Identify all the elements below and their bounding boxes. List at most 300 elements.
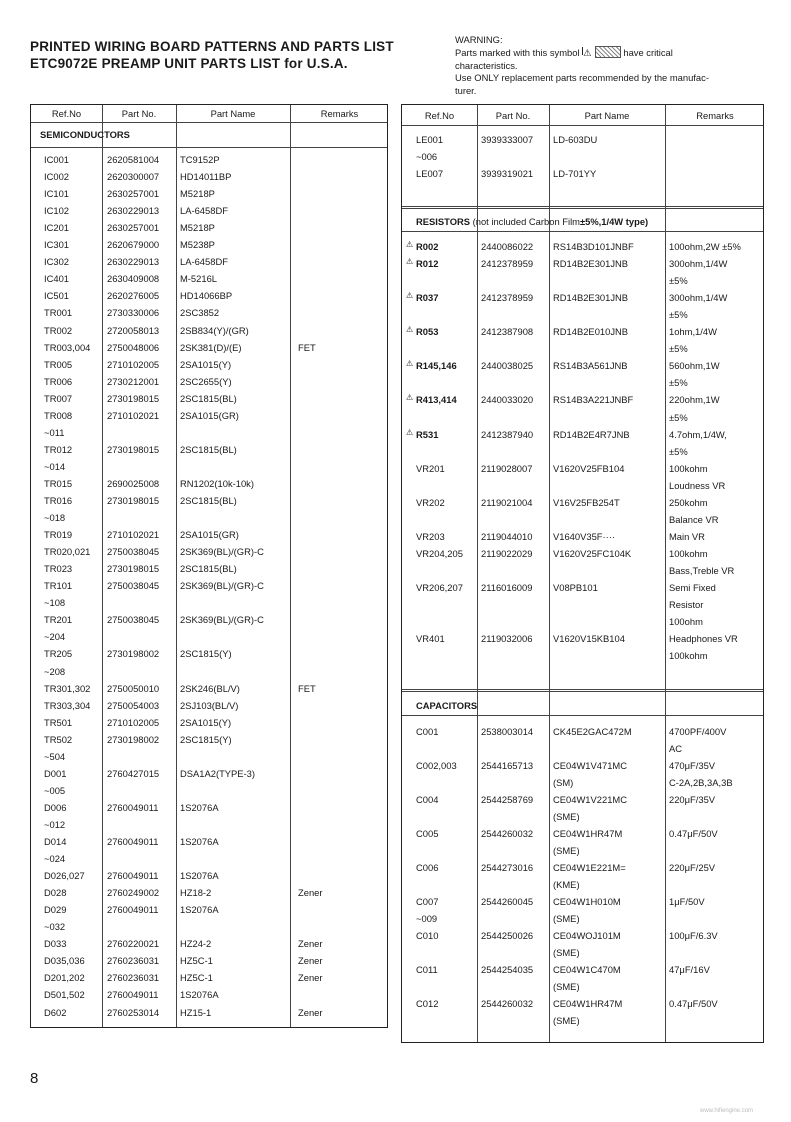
table-row [402,290,763,307]
cell-ref: ~504 [44,750,66,762]
cell-part-name: (SME) [553,811,580,822]
cell-ref: VR401 [416,633,445,645]
cell-part-name: TC9152P [180,154,220,165]
header-part-no: Part No. [121,108,157,119]
cell-part-name: (SME) [553,913,580,924]
table-row [402,324,763,341]
cell-remarks: 0.47μF/50V [669,828,718,839]
cell-remarks: 47μF/16V [669,964,710,975]
cell-ref: ~018 [44,512,66,524]
cell-part-name: RS14B3A221JNBF [553,394,634,406]
cell-ref: ~006 [416,151,438,162]
cell-part-no: 2760249002 [107,887,160,899]
cell-remarks: 100kohm [669,547,708,559]
cell-part-no: 2544260032 [481,828,534,839]
cell-remarks: 100ohm [669,616,703,628]
cell-remarks: 470μF/35V [669,760,716,771]
cell-part-no: 2760427015 [107,767,160,779]
warning-line-4: turer. [455,84,477,96]
cell-part-name: 2SC1815(BL) [180,392,237,404]
table-row [31,561,387,578]
table-row [31,749,387,766]
cell-part-name: RN1202(10k-10k) [180,477,254,489]
cell-ref: ~032 [44,921,66,933]
table-header [31,105,387,122]
cell-part-name: 2SK246(BL/V) [180,682,240,694]
cell-ref: R012 [416,258,439,270]
cell-part-no: 2760049011 [107,904,159,916]
table-row [402,758,763,775]
table-row [31,203,387,220]
cell-part-no: 2760236031 [107,972,160,984]
table-row [31,664,387,681]
cell-ref: TR001 [44,307,73,319]
cell-part-no: 2730330006 [107,307,160,319]
table-row [31,936,387,953]
warning-line-2: characteristics. [455,59,518,71]
cell-part-name: 2SA1015(GR) [180,529,239,541]
critical-part-icon: ⚠ [406,427,414,437]
header-remarks: Remarks [320,108,359,119]
parts-table-right [401,104,764,1043]
table-row [31,732,387,749]
cell-part-name: M5218P [180,188,215,200]
cell-ref: VR203 [416,530,445,542]
table-row [31,288,387,305]
cell-ref: C011 [416,964,438,975]
table-row [31,578,387,595]
header-remarks-right: Remarks [696,110,734,121]
cell-part-name: (SME) [553,981,580,992]
cell-part-no: 2760049011 [107,989,159,1001]
table-row [402,775,763,792]
cell-part-name: V1640V35F···· [553,530,616,542]
cell-ref: TR301,302 [44,682,91,694]
cell-ref: D602 [44,1006,67,1018]
cell-part-name: V1620V25FC104K [553,547,632,559]
section-capacitors: CAPACITORS [416,700,478,711]
cell-ref: C004 [416,794,439,805]
table-row [31,1005,387,1022]
cell-part-name: 1S2076A [180,904,219,916]
table-row [402,792,763,809]
cell-ref: IC501 [44,290,70,302]
cell-part-no: 2760049011 [107,801,159,813]
table-row [402,860,763,877]
cell-ref: R413,414 [416,394,457,406]
cell-ref: IC101 [44,188,70,200]
table-row [31,459,387,476]
table-row [31,391,387,408]
table-row [402,724,763,741]
table-row [402,478,763,495]
table-row [402,256,763,273]
cell-part-no: 2630257001 [107,222,160,234]
cell-part-no: 2710102005 [107,358,160,370]
cell-part-no: 2760253014 [107,1006,160,1018]
table-row [402,945,763,962]
cell-part-no: 2730198015 [107,563,160,575]
cell-part-no: 2544258769 [481,794,534,805]
page-number: 8 [30,1070,39,1087]
table-row [402,962,763,979]
cell-ref: TR502 [44,733,73,745]
site-watermark: www.hifiengine.com [700,1108,754,1114]
cell-ref: C005 [416,828,439,839]
cell-part-name: 1S2076A [180,870,219,882]
cell-part-no: 2620679000 [107,239,160,251]
header-ref: Ref.No [51,108,82,119]
table-row [402,358,763,375]
cell-part-name: V1620V25FB104 [553,462,625,474]
cell-ref: TR023 [44,563,73,575]
cell-part-name: LA-6458DF [180,256,228,268]
cell-ref: D014 [44,836,67,847]
cell-ref: D029 [44,904,67,916]
cell-part-name: V1620V15KB104 [553,633,625,645]
table-row [402,341,763,358]
cell-part-no: 2750054003 [107,699,160,711]
cell-ref: ~011 [44,426,65,438]
cell-part-name: LD-701YY [553,168,597,179]
table-row [402,1013,763,1030]
cell-ref: TR201 [44,614,73,626]
cell-remarks: Resistor [669,599,704,611]
cell-part-name: 2SB834(Y)/(GR) [180,324,249,336]
cell-remarks: 220ohm,1W [669,394,720,406]
table-row [31,340,387,357]
table-row [31,186,387,203]
cell-remarks: AC [669,743,683,754]
cell-part-name: CE04W1C470M [553,964,621,975]
cell-part-name: HZ5C-1 [180,955,213,967]
cell-part-no: 2750038045 [107,614,160,626]
cell-part-name: CE04W1V471MC [553,760,627,771]
cell-part-name: CE04WOJ101M [553,930,621,941]
cell-remarks: Main VR [669,530,705,542]
cell-ref: TR205 [44,648,73,660]
cell-remarks: 220μF/25V [669,862,716,873]
cell-part-no: 2690025008 [107,477,160,489]
cell-part-no: 2544165713 [481,760,534,771]
cell-ref: TR016 [44,495,73,506]
cell-part-no: 2412378959 [481,258,534,270]
cell-ref: TR020,021 [44,546,91,558]
cell-part-no: 3939333007 [481,134,534,145]
cell-ref: TR005 [44,358,73,370]
table-row [31,783,387,800]
cell-ref: D033 [44,938,67,950]
cell-remarks: Zener [298,955,323,967]
critical-part-icon: ⚠ [406,240,414,249]
table-row [31,919,387,936]
table-row [31,885,387,902]
cell-ref: ~108 [44,597,66,609]
cell-ref: LE007 [416,168,444,179]
cell-ref: C001 [416,726,439,737]
cell-part-name: V08PB101 [553,582,598,593]
table-row [402,996,763,1013]
table-row [402,826,763,843]
cell-ref: ~009 [416,913,438,924]
cell-ref: VR206,207 [416,582,463,593]
warning-heading: WARNING: [455,34,503,45]
cell-part-name: DSA1A2(TYPE-3) [180,767,256,779]
table-row [31,851,387,868]
table-row [402,597,763,614]
table-row [31,510,387,527]
cell-ref: D006 [44,801,67,813]
table-row [402,741,763,758]
table-row [402,239,763,256]
table-row [402,132,763,149]
cell-part-name: M5238P [180,239,215,251]
cell-part-name: 2SC1815(Y) [180,733,232,745]
cell-part-no: 2119021004 [481,496,533,508]
cell-part-no: 2710102005 [107,716,160,728]
cell-part-no: 2630409008 [107,273,160,285]
cell-remarks: 4.7ohm,1/4W, [669,428,727,440]
cell-part-no: 2544273016 [481,862,534,873]
table-row [402,809,763,826]
cell-part-no: 2750038045 [107,580,160,592]
cell-part-name: RS14B3A561JNB [553,360,628,372]
cell-ref: TR007 [44,392,73,404]
cell-part-name: HZ18-2 [180,887,212,899]
cell-part-name: CE04W1HR47M [553,828,623,839]
cell-ref: D028 [44,887,67,899]
cell-part-name: RD14B2E301JNB [553,258,629,270]
cell-part-no: 2620300007 [107,171,160,183]
table-row [31,868,387,885]
cell-remarks: 220μF/35V [669,794,716,805]
cell-remarks: 250kohm [669,496,708,508]
table-row [402,410,763,427]
table-row [31,595,387,612]
table-row [31,681,387,698]
cell-part-name: 2SC2655(Y) [180,375,232,387]
cell-part-name: 2SC1815(BL) [180,563,237,575]
table-row [31,237,387,254]
cell-part-no: 2760236031 [107,955,160,967]
cell-part-name: LA-6458DF [180,205,228,217]
cell-part-name: 2SK369(BL)/(GR)-C [180,546,264,558]
cell-part-name: RS14B3D101JNBF [553,241,634,252]
cell-remarks: ±5% [669,343,688,355]
cell-part-name: HZ5C-1 [180,972,213,984]
cell-remarks: FET [298,341,316,353]
cell-ref: R145,146 [416,360,457,372]
table-row [31,612,387,629]
cell-part-name: 1S2076A [180,836,219,847]
cell-ref: IC001 [44,154,70,165]
cell-part-name: CE04W1E221M= [553,862,626,873]
cell-part-no: 2760220021 [107,938,160,950]
cell-part-no: 2119044010 [481,530,533,542]
critical-part-icon: ⚠ [583,47,592,59]
table-row [402,149,763,166]
cell-part-no: 2544250026 [481,930,534,941]
cell-part-no: 2730198002 [107,733,160,745]
section-resistors: RESISTORS (not included Carbon Film±5%,1/4W type) [416,216,649,227]
cell-part-no: 2630229013 [107,205,160,217]
header-ref-right: Ref.No [424,110,455,121]
cell-remarks: FET [298,682,316,694]
cell-part-name: LD-603DU [553,134,598,145]
cell-part-no: 2730198015 [107,443,160,455]
table-row [31,305,387,322]
header-part-no-right: Part No. [495,110,531,121]
cell-part-no: 2440086022 [481,241,534,252]
table-row [402,375,763,392]
cell-ref: ~024 [44,853,66,865]
cell-part-no: 2750050010 [107,682,160,694]
cell-ref: ~204 [44,631,66,643]
cell-ref: TR303,304 [44,699,91,711]
table-row [31,357,387,374]
cell-part-no: 2710102021 [107,409,160,421]
cell-ref: TR501 [44,716,73,728]
cell-part-no: 3939319021 [481,168,534,179]
cell-ref: ~005 [44,784,66,796]
cell-ref: IC201 [44,222,70,234]
cell-remarks: 300ohm,1/4W [669,258,728,270]
table-row [31,902,387,919]
cell-remarks: Zener [298,972,323,984]
cell-part-no: 2750038045 [107,546,160,558]
cell-ref: TR012 [44,443,73,455]
cell-part-no: 2730198002 [107,648,160,660]
cell-remarks: ±5% [669,309,688,321]
critical-part-icon: ⚠ [406,257,414,267]
cell-ref: D035,036 [44,955,85,967]
cell-part-name: 2SC3852 [180,307,220,319]
cell-ref: VR201 [416,462,445,474]
table-row [402,529,763,546]
cell-ref: TR008 [44,409,73,421]
table-row [31,425,387,442]
cell-ref: R053 [416,326,439,338]
cell-ref: R531 [416,428,439,440]
table-row [402,614,763,631]
cell-part-name: CE04W1HR47M [553,998,623,1009]
cell-remarks: Headphones VR [669,633,738,645]
table-row [402,546,763,563]
cell-part-no: 2119028007 [481,462,533,474]
cell-remarks: Zener [298,938,323,950]
cell-part-name: M-5216L [180,273,218,285]
cell-part-name: V16V25FB254T [553,496,620,508]
cell-remarks: Semi Fixed [669,582,716,593]
table-header-right [402,105,763,122]
cell-ref: TR003,004 [44,341,91,353]
cell-part-no: 2760049011 [107,836,159,847]
table-row [402,273,763,290]
title-line-2: ETC9072E PREAMP UNIT PARTS LIST for U.S.A. [30,56,348,71]
table-row [402,307,763,324]
table-row [31,970,387,987]
table-row [402,911,763,928]
cell-remarks: 4700PF/400V [669,726,727,737]
cell-ref: D501,502 [44,989,85,1001]
cell-ref: IC002 [44,171,70,183]
cell-part-no: 2116016009 [481,582,533,593]
cell-part-no: 2630257001 [107,188,160,200]
cell-ref: IC302 [44,256,70,268]
cell-part-name: HZ15-1 [180,1006,212,1018]
table-row [402,563,763,580]
cell-part-no: 2440038025 [481,360,534,372]
table-row [31,544,387,561]
cell-part-no: 2412378959 [481,292,534,304]
cell-remarks: 560ohm,1W [669,360,720,372]
cell-part-name: CE04W1V221MC [553,794,627,805]
cell-part-no: 2119022029 [481,547,533,559]
cell-part-name: CK45E2GAC472M [553,726,632,737]
table-row [402,928,763,945]
warning-note [455,34,767,97]
critical-part-icon: ⚠ [406,291,414,301]
cell-part-no: 2750048006 [107,341,160,353]
table-row [402,427,763,444]
table-row [31,254,387,271]
table-row [31,834,387,851]
table-row [31,527,387,544]
cell-ref: ~208 [44,665,66,677]
cell-part-no: 2710102021 [107,529,160,541]
header-part-name: Part Name [210,108,256,119]
cell-remarks: Zener [298,887,323,899]
cell-ref: TR015 [44,477,73,489]
cell-remarks: Loudness VR [669,479,726,491]
cell-part-name: 2SC1815(Y) [180,648,232,660]
table-row [402,877,763,894]
cell-part-no: 2412387940 [481,428,534,440]
cell-ref: VR202 [416,496,445,508]
table-row [402,843,763,860]
section-semiconductors: SEMICONDUCTORS [40,129,130,140]
cell-part-no: 2440033020 [481,394,534,406]
semiconductors-table [30,104,388,1028]
page-title [30,38,450,72]
cell-part-name: 2SK369(BL)/(GR)-C [180,614,264,626]
table-row [402,580,763,597]
cell-part-name: 1S2076A [180,801,219,813]
cell-part-name: 2SA1015(Y) [180,358,232,370]
cell-part-no: 2544260032 [481,998,534,1009]
cell-ref: IC102 [44,205,70,217]
table-row [402,444,763,461]
cell-part-no: 2730212001 [107,375,160,387]
table-row [31,766,387,783]
table-row [402,166,763,183]
cell-ref: TR019 [44,529,73,541]
cell-part-name: (SME) [553,845,580,856]
cell-part-no: 2544260045 [481,896,534,907]
cell-part-no: 2544254035 [481,964,534,975]
cell-remarks: ±5% [669,411,688,423]
cell-ref: IC401 [44,273,70,285]
cell-part-name: M5218P [180,222,215,234]
cell-remarks: 100μF/6.3V [669,930,718,941]
cell-ref: D001 [44,767,67,779]
table-row [31,493,387,510]
table-row [31,374,387,391]
cell-ref: IC301 [44,239,70,251]
cell-part-name: (SME) [553,947,580,958]
table-row [31,953,387,970]
warning-line-3: Use ONLY replacement parts recommended by the manufac- [455,72,709,84]
